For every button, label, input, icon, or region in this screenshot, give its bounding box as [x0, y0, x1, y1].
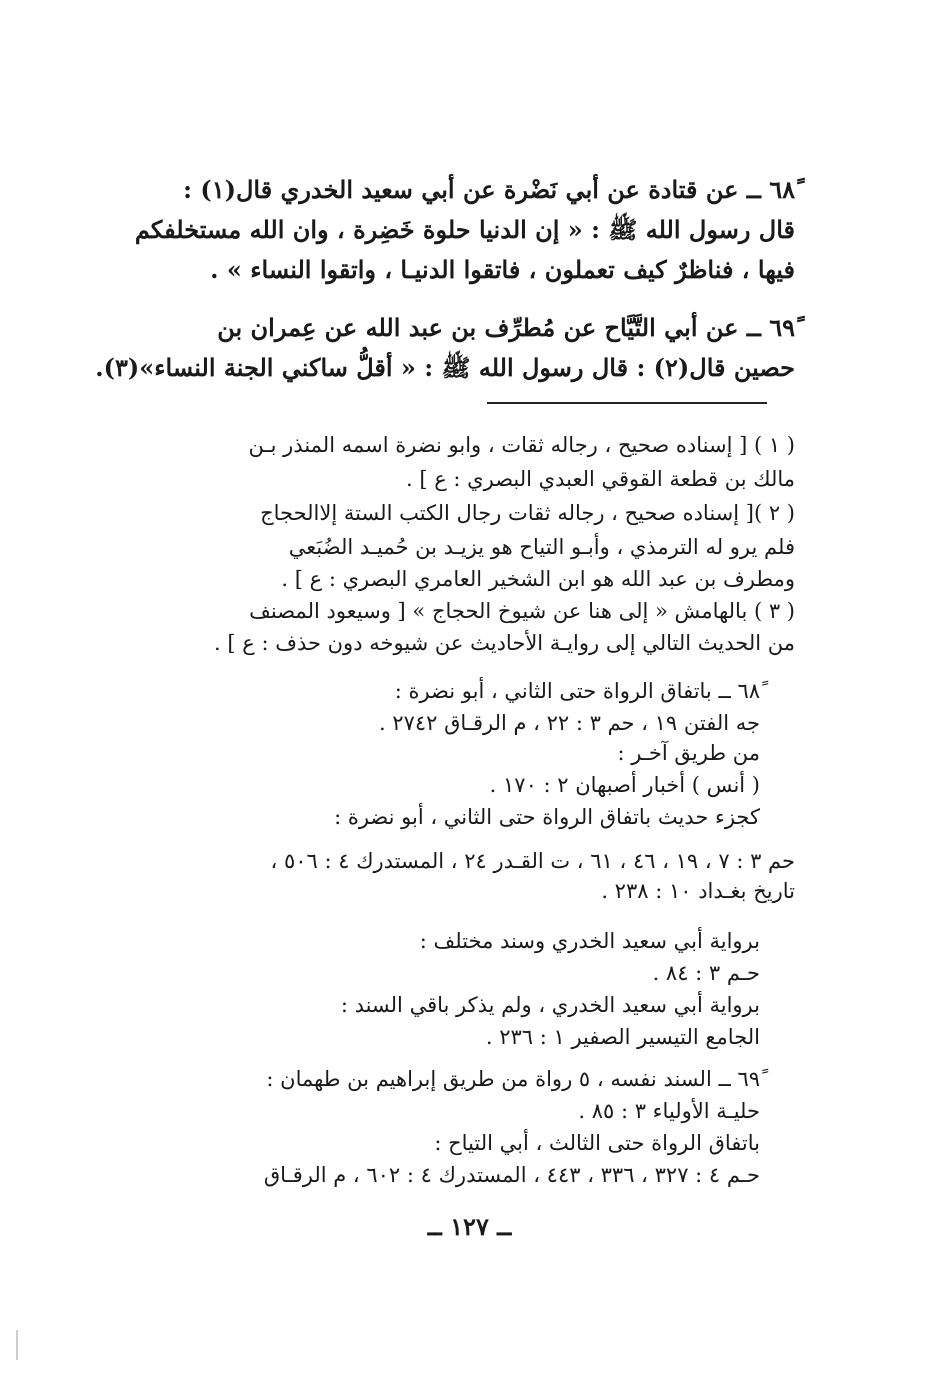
takhrij-line: باتفاق الرواة حتى الثالث ، أبي التياح : — [434, 1131, 760, 1155]
page-number: ــ ١٢٧ ــ — [427, 1212, 512, 1241]
takhrij-line: ( أنس ) أخبار أصبهان ٢ : ١٧٠ . — [489, 773, 760, 797]
takhrij-68-heading: ٦٨ً ــ باتفاق الرواة حتى الثاني ، أبو نضرة : — [394, 679, 760, 703]
takhrij-line: جه الفتن ١٩ ، حم ٣ : ٢٢ ، م الرقـاق ٢٧٤٢ . — [378, 711, 760, 735]
takhrij-line: حم ٣ : ٧ ، ١٩ ، ٤٦ ، ٦١ ، ت القـدر ٢٤ ، المستدرك ٤ : ٥٠٦ ، — [270, 849, 795, 873]
scan-edge-mark — [16, 1330, 18, 1360]
footnote-3-line-1: ( ٣ ) بالهامش « إلى هنا عن شيوخ الحجاج » [ وسيعود المصنف — [249, 599, 795, 623]
footnote-1-line-2: مالك بن قطعة القوقي العبدي البصري : ع ] . — [406, 467, 795, 491]
footnote-2-line-1: ( ٢ )[ إسناده صحيح ، رجاله ثقات رجال الكتب الستة إلاالحجاج — [260, 501, 795, 525]
takhrij-line: الجامع التيسير الصفير ١ : ٢٣٦ . — [485, 1025, 760, 1049]
hadith-69-line-1: ٦٩ً ــ عن أبي التَّيَّاح عن مُطرِّف بن عبد الله عن عِمران بن — [217, 313, 795, 342]
takhrij-line: برواية أبي سعيد الخدري وسند مختلف : — [419, 929, 760, 953]
footnote-separator — [487, 402, 767, 404]
footnote-3-line-2: من الحديث التالي إلى روايـة الأحاديث عن شيوخه دون حذف : ع ] . — [214, 631, 795, 655]
takhrij-line: حـم ٣ : ٨٤ . — [652, 961, 760, 985]
hadith-68-line-3: فيها ، فناظرٌ كيف تعملون ، فاتقوا الدنيـا ، واتقوا النساء » . — [210, 255, 795, 284]
takhrij-line: حـم ٤ : ٣٢٧ ، ٣٣٦ ، ٤٤٣ ، المستدرك ٤ : ٦٠٢ ، م الرقـاق — [263, 1163, 760, 1187]
takhrij-line: برواية أبي سعيد الخدري ، ولم يذكر باقي السند : — [340, 993, 760, 1017]
hadith-68-line-1: ٦٨ً ــ عن قتادة عن أبي نَضْرة عن أبي سعيد الخدري قال(١) : — [183, 175, 795, 204]
takhrij-line: تاريخ بغـداد ١٠ : ٢٣٨ . — [601, 879, 795, 903]
hadith-68-line-2: قال رسول الله ﷺ : « إن الدنيا حلوة خَضِرة ، وان الله مستخلفكم — [134, 215, 795, 244]
footnote-1-line-1: ( ١ ) [ إسناده صحيح ، رجاله ثقات ، وابو نضرة اسمه المنذر بـن — [248, 433, 795, 457]
takhrij-line: كجزء حديث باتفاق الرواة حتى الثاني ، أبو نضرة : — [334, 805, 760, 829]
takhrij-69-heading: ٦٩ً ــ السند نفسه ، ٥ رواة من طريق إبراهيم بن طهمان : — [266, 1067, 760, 1091]
hadith-69-line-2: حصين قال(٢) : قال رسول الله ﷺ : « أقلُّ ساكني الجنة النساء»(٣). — [95, 353, 795, 382]
takhrij-line: من طريق آخـر : — [617, 741, 760, 765]
footnote-2-line-2: فلم يرو له الترمذي ، وأبـو التياح هو يزيـد بن حُميـد الضُبَعي — [288, 535, 795, 559]
takhrij-line: حليـة الأولياء ٣ : ٨٥ . — [578, 1099, 760, 1123]
footnote-2-line-3: ومطرف بن عبد الله هو ابن الشخير العامري البصري : ع ] . — [281, 567, 795, 591]
